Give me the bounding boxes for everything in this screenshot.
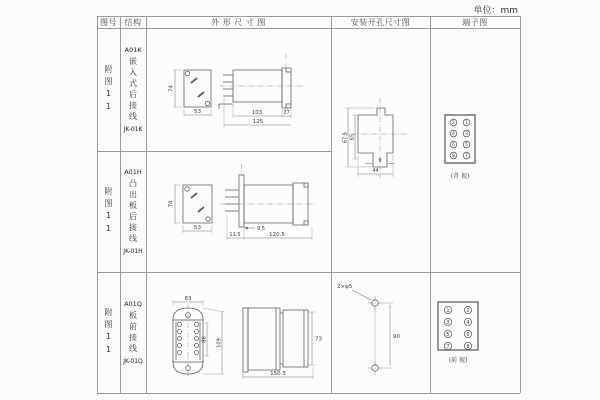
view-caption: (前 视) [448,357,468,364]
side-view [219,54,304,109]
dim-label: 120.5 [269,232,285,238]
structure-row3 [120,272,146,393]
fig-no-row3 [97,272,120,393]
fig-no-text: 附图11 [104,307,113,358]
fig-no-row2 [97,151,120,272]
terminal-number: 2 [466,307,470,314]
structure-label: 嵌入式后接线 [128,57,138,123]
dim-label: 83 [184,296,192,302]
terminal-diagram-rear [430,28,520,272]
terminal-number: 2 [452,121,455,127]
outline-drawing-a01q [146,272,331,393]
model-label: A01Q [124,300,142,308]
outline-drawing-a01k [146,28,331,151]
unit-label: 单位：mm [473,6,518,16]
dim-label: 53 [194,225,201,231]
dimensions [379,303,400,368]
structure-label: 凸出板后接线 [128,179,138,245]
dim-label: 9.5 [257,226,265,232]
code-label: JK-01H [123,248,143,255]
terminal-number: 5 [446,331,450,338]
side-view [243,308,308,372]
dim-label: 11.5 [229,232,241,238]
structure-row2 [120,151,146,272]
header-terminal: 端子图 [462,17,488,27]
dim-label: 27 [283,110,290,116]
dimensions [169,185,313,240]
structure-label: 板前接线 [128,311,138,355]
mounting-cutout-drawing [331,28,430,272]
code-label: JK-01Q [123,358,143,365]
mounting-holes-drawing [331,272,430,393]
fig-no-row1 [97,28,120,151]
terminal-number: 6 [466,331,470,338]
dim-label: 73 [315,336,322,343]
terminal-pins [444,306,471,349]
terminal-number: 3 [465,132,468,138]
terminal-pins [450,119,470,159]
terminal-number: 8 [466,343,470,350]
terminal-number: 3 [446,319,450,326]
leader-line [352,290,371,300]
structure-row1 [120,28,146,151]
hole-spec-label: 2×φ5 [337,284,353,290]
header-fig-no: 图号 [100,17,117,27]
model-label: A01K [124,46,142,54]
front-view [183,185,212,223]
dimensions [169,70,292,127]
outline-drawing-a01h [146,151,331,272]
terminal-number: 8 [452,154,455,160]
dim-label: 74 [168,85,175,92]
dim-label: 109 [216,338,223,348]
fig-no-text: 附图11 [104,64,113,115]
code-label: JK-01K [123,126,143,133]
side-view [220,164,316,227]
dim-label: 103 [251,110,263,116]
terminal-number: 5 [465,143,468,149]
terminal-number: 7 [446,343,450,350]
header-structure: 结构 [124,17,142,27]
front-view [173,304,203,378]
table-border-bottom [97,393,520,394]
dim-label: 65 [349,133,356,141]
view-caption: (背 视) [450,173,470,180]
table-border-right [520,16,521,393]
dim-label: 125 [252,119,264,125]
front-view [184,70,211,107]
terminal-number: 1 [446,307,450,314]
terminal-number: 7 [465,154,468,160]
dim-label: 67.5 [342,131,349,144]
fig-no-text: 附图11 [104,186,113,237]
terminal-number: 4 [466,319,470,326]
terminal-number: 6 [452,143,455,149]
model-label: A01H [124,168,142,176]
dim-label: 44 [372,168,379,174]
dim-label: 86 [201,336,208,343]
dim-label: 9 [378,158,382,164]
dim-label: 90 [393,334,400,340]
cutout-outline [358,108,393,167]
dim-label: 53 [194,109,201,115]
header-outline: 外 形 尺 寸 图 [211,17,266,27]
terminal-number: 1 [465,121,468,127]
terminal-number: 4 [452,132,455,138]
dim-label: 150.5 [270,371,286,377]
header-mounting: 安装开孔尺寸图 [350,17,411,27]
terminal-diagram-front [430,272,520,393]
dim-label: 74 [168,200,175,208]
